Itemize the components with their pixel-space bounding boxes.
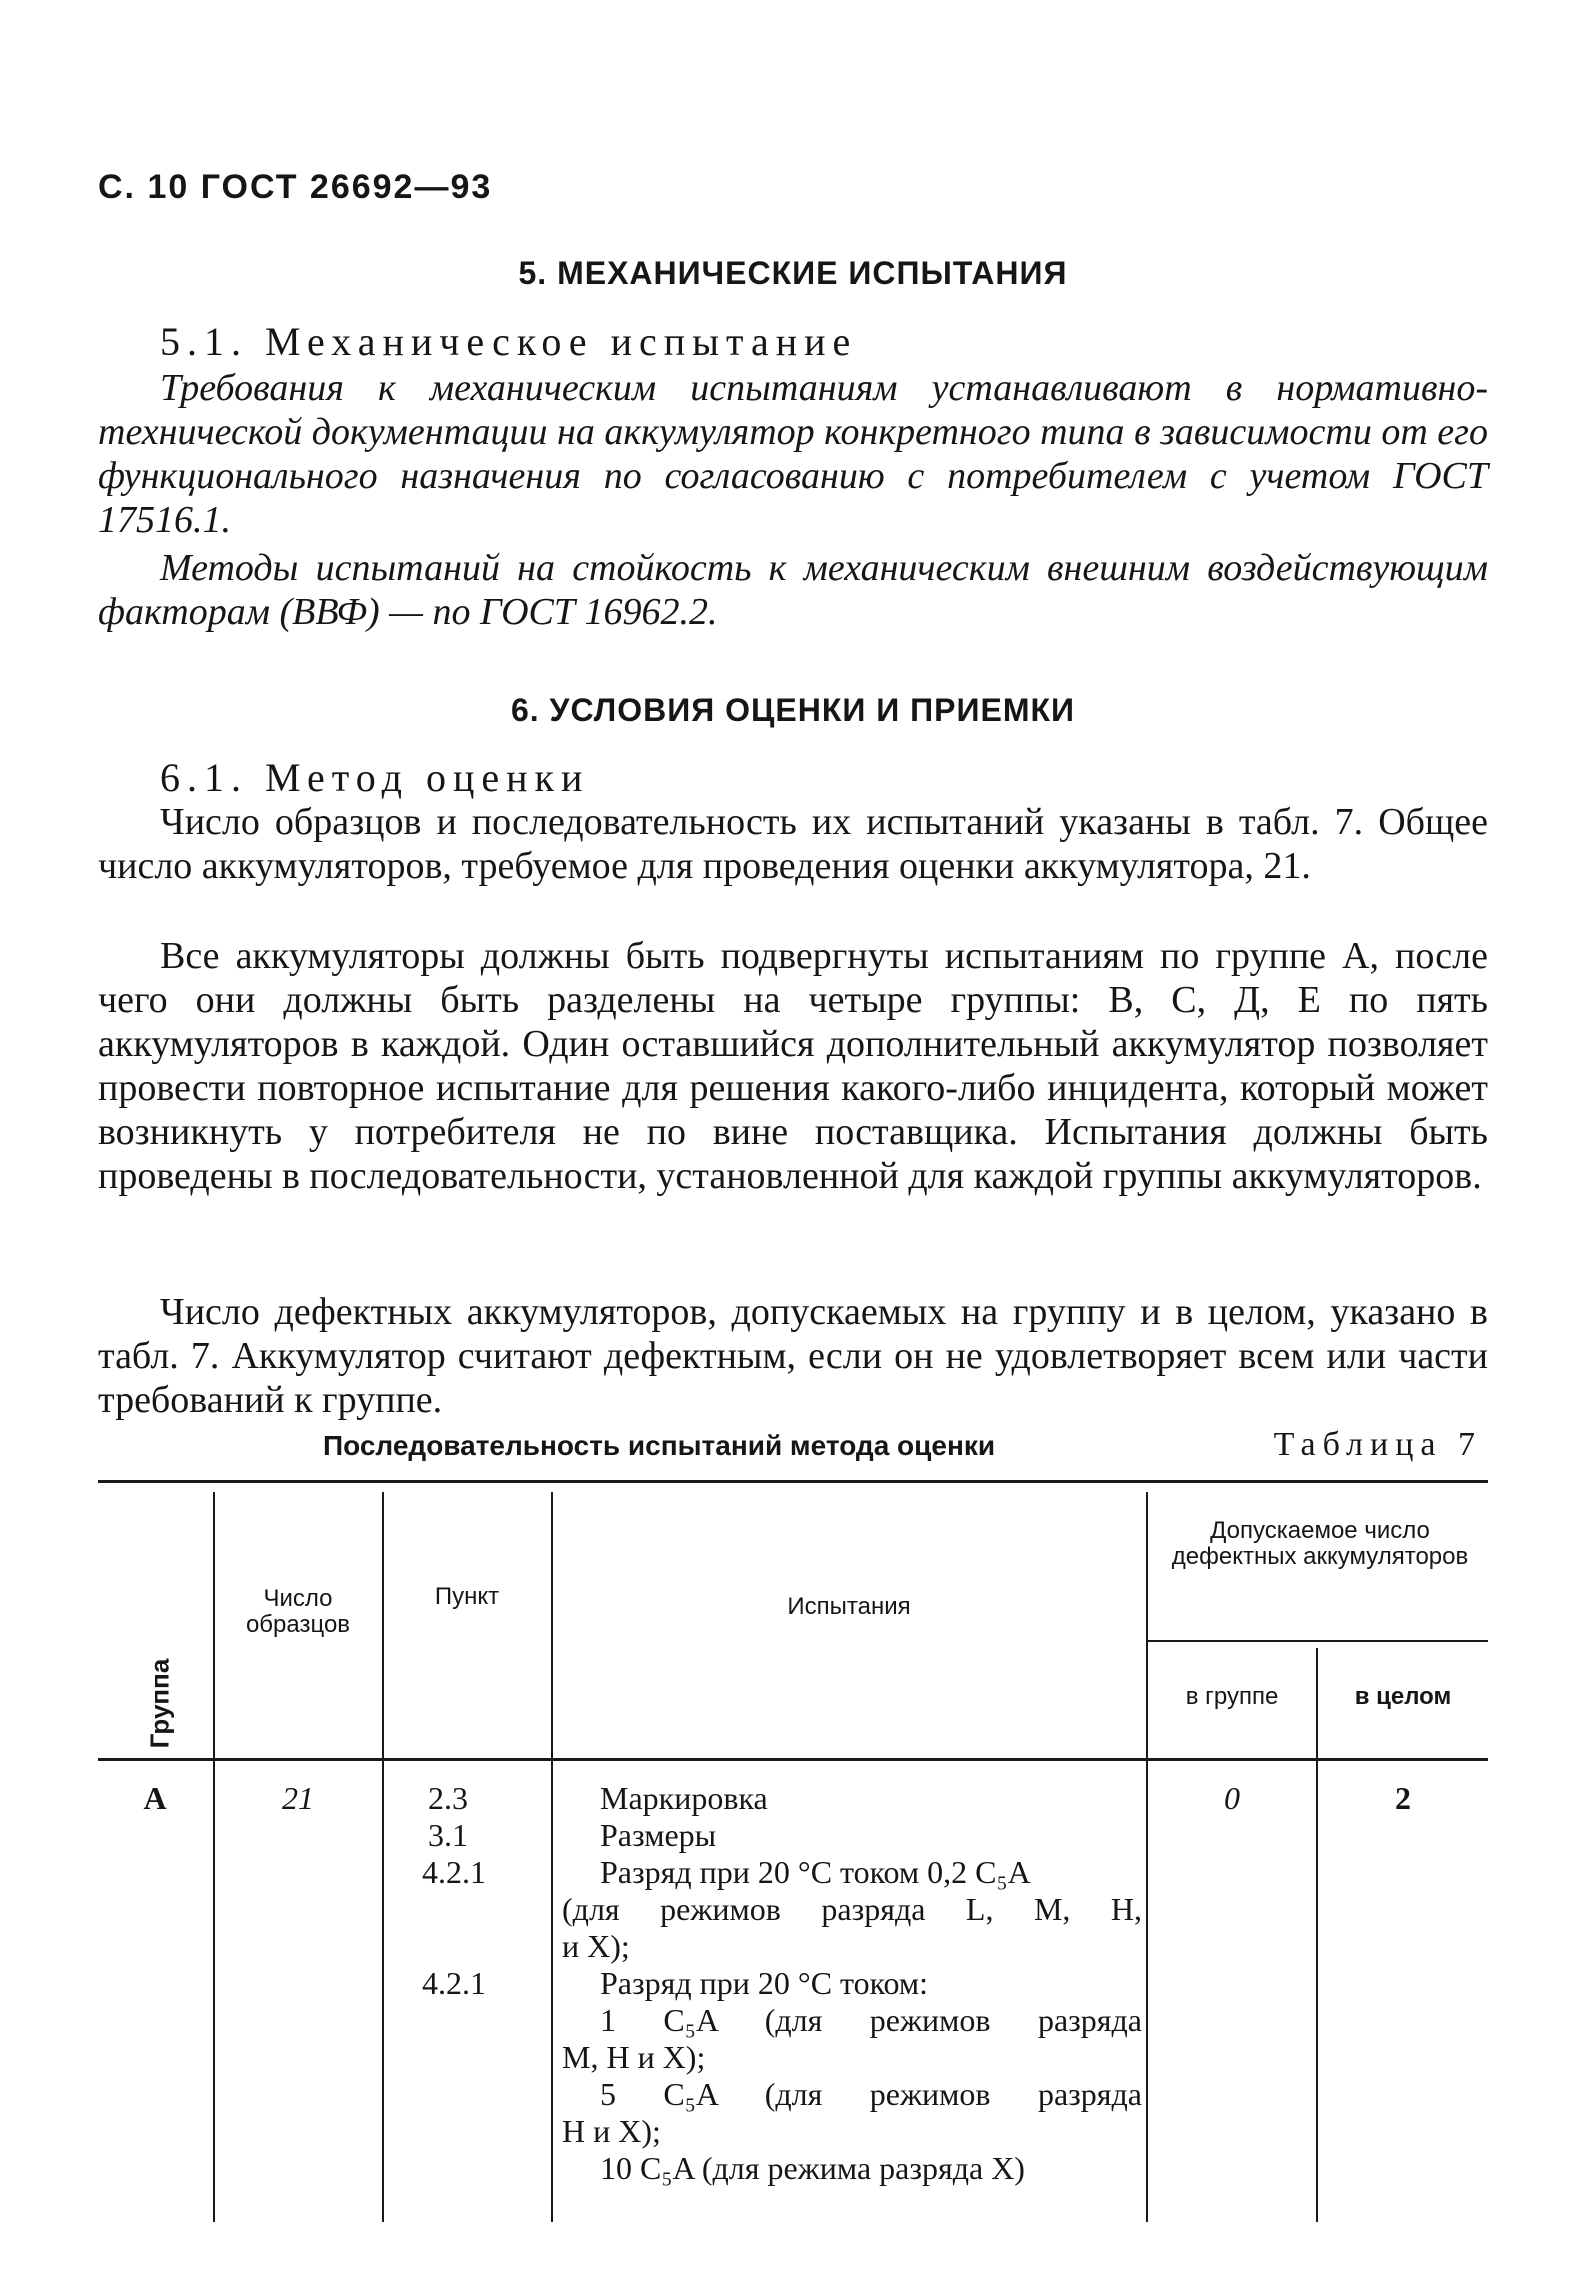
- test-line-8: М, Н и X);: [562, 2039, 706, 2075]
- header-allowed-defects: Допускаемое число дефектных аккумуляторов: [1171, 1517, 1469, 1570]
- table-subheader-rule: [1148, 1640, 1488, 1642]
- col-divider-3: [551, 1492, 553, 2222]
- row-tests: [562, 1780, 1142, 2187]
- row-samples: 21: [282, 1780, 314, 1816]
- table-caption: [98, 1426, 1488, 1470]
- test-line-2: Размеры: [600, 1817, 717, 1853]
- table-title: Последовательность испытаний метода оценки: [323, 1430, 996, 1461]
- section-5-paragraph-2: Методы испытаний на стойкость к механическим внешним воздействующим факторам (ВВФ) — по ГОСТ 16962.2.: [98, 547, 1488, 633]
- test-line-5: и X);: [562, 1928, 630, 1964]
- row-group: А: [143, 1780, 167, 1816]
- clause-4: 4.2.1: [422, 1965, 486, 2001]
- table-header-rule: [98, 1758, 1488, 1761]
- test-line-4: (для режимов разряда L, М, Н,: [562, 1891, 1142, 1927]
- test-line-9: 5 C₅A (для режимов разряда: [600, 2076, 1142, 2112]
- clause-3: 4.2.1: [422, 1854, 486, 1890]
- subsection-6-1: 6.1. Метод оценки: [160, 755, 590, 800]
- header-in-group: в группе: [1185, 1683, 1279, 1710]
- test-line-10: Н и X);: [562, 2113, 661, 2149]
- header-samples: Число образцов: [245, 1585, 351, 1638]
- col-divider-5: [1316, 1648, 1318, 2222]
- section-6-paragraph-1: Число образцов и последовательность их испытаний указаны в табл. 7. Общее число аккумуляторов, требуемое для проведения оценки аккумулятора, 21.: [98, 801, 1488, 887]
- test-line-3: Разряд при 20 °С током 0,2 C₅A: [600, 1854, 1031, 1890]
- col-divider-2: [382, 1492, 384, 2222]
- section-5-paragraph-1: Требования к механическим испытаниям устанавливают в нормативно-технической документации на аккумулятор конкретного типа в зависимости от его функционального назначения по согласованию с потребителем с учетом ГОСТ 17516.1.: [98, 367, 1488, 541]
- header-total: в целом: [1354, 1683, 1452, 1710]
- table-top-rule: [98, 1480, 1488, 1483]
- row-total: 2: [1395, 1780, 1411, 1816]
- section-6-paragraph-2: Все аккумуляторы должны быть подвергнуты испытаниям по группе А, после чего они должны быть разделены на четыре группы: В, С, Д, Е по пять аккумуляторов в каждой. Один оставшийся дополнительный аккумулятор позволяет провести повторное испытание для решения какого-либо инцидента, который может возникнуть у потребителя не по вине поставщика. Испытания должны быть проведены в последовательности, установленной для каждой группы аккумуляторов.: [98, 935, 1488, 1197]
- header-tests: Испытания: [787, 1593, 911, 1620]
- row-in-group: 0: [1224, 1780, 1240, 1816]
- test-line-11: 10 C₅A (для режима разряда X): [600, 2150, 1025, 2186]
- section-6-paragraph-3: Число дефектных аккумуляторов, допускаемых на группу и в целом, указано в табл. 7. Аккумулятор считают дефектным, если он не удовлетворяет всем или части требований к группе.: [98, 1291, 1488, 1421]
- test-line-6: Разряд при 20 °С током:: [600, 1965, 929, 2001]
- section-5-title: 5. МЕХАНИЧЕСКИЕ ИСПЫТАНИЯ: [518, 255, 1068, 291]
- test-line-7: 1 C₅A (для режимов разряда: [600, 2002, 1142, 2038]
- header-clause: Пункт: [434, 1583, 500, 1610]
- test-line-1: Маркировка: [600, 1780, 768, 1816]
- subsection-5-1: 5.1. Механическое испытание: [160, 319, 858, 364]
- clause-1: 2.3: [428, 1780, 468, 1816]
- row-clauses: [386, 1780, 548, 2002]
- section-6-title: 6. УСЛОВИЯ ОЦЕНКИ И ПРИЕМКИ: [510, 692, 1076, 728]
- clause-2: 3.1: [428, 1817, 468, 1853]
- page-header: С. 10 ГОСТ 26692—93: [98, 168, 493, 206]
- table-number: Таблица 7: [1273, 1426, 1482, 1463]
- header-group: Группа: [144, 1658, 175, 1749]
- col-divider-4: [1146, 1492, 1148, 2222]
- col-divider-1: [213, 1492, 215, 2222]
